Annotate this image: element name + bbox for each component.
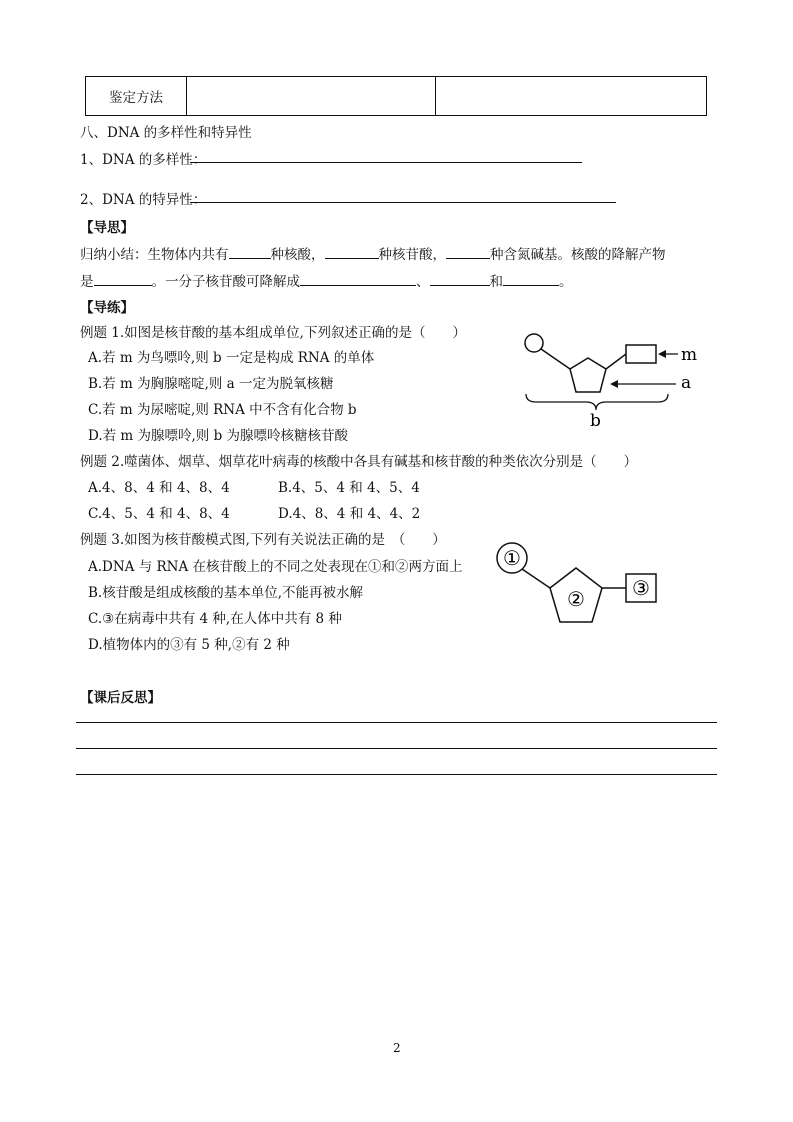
blank-nucleic-acid-count <box>229 245 271 259</box>
blank-product-3 <box>503 272 559 286</box>
summary-line-2 <box>80 270 573 290</box>
summary-text: 种含氮碱基。核酸的降解产物 <box>490 247 666 263</box>
table-row <box>86 77 707 116</box>
arrowhead-a <box>610 380 618 388</box>
specificity-answer-line <box>190 202 616 203</box>
q1-stem: 例题 1.如图是核苷酸的基本组成单位,下列叙述正确的是（ ） <box>80 325 466 341</box>
reflection-line-2 <box>76 748 717 749</box>
bond-1-2 <box>522 569 550 588</box>
label-m: m <box>681 345 698 365</box>
summary-text: 种核酸， <box>270 247 325 263</box>
q2-option-b: B.4、5、4 和 4、5、4 <box>278 480 420 496</box>
phosphate-bond <box>541 349 570 369</box>
base-bond <box>606 354 626 369</box>
q2-stem: 例题 2.噬菌体、烟草、烟草花叶病毒的核酸中各具有碱基和核苷酸的种类依次分别是（ ） <box>80 454 638 470</box>
section-8-heading: 八、DNA 的多样性和特异性 <box>80 125 252 141</box>
blank-product-1 <box>300 272 416 286</box>
blank-product-2 <box>430 272 490 286</box>
summary-text: 。一分子核苷酸可降解成 <box>151 274 300 290</box>
nucleotide-figure-2 <box>490 536 670 630</box>
table-cell-empty-2 <box>436 77 707 116</box>
sugar-pentagon <box>570 358 606 392</box>
q1-option-a: A.若 m 为鸟嘌呤,则 b 一定是构成 RNA 的单体 <box>88 350 375 366</box>
blank-base-count <box>446 245 490 259</box>
table-cell-method <box>86 77 187 116</box>
identification-table <box>85 76 707 116</box>
summary-text: 是 <box>80 274 94 290</box>
q3-option-d: D.植物体内的③有 5 种,②有 2 种 <box>88 637 290 653</box>
summary-text: 归纳小结：生物体内共有 <box>80 247 229 263</box>
label-b: b <box>590 411 601 431</box>
summary-text: 。 <box>559 274 573 290</box>
q2-option-a: A.4、8、4 和 4、8、4 <box>88 480 230 496</box>
q3-option-a: A.DNA 与 RNA 在核苷酸上的不同之处表现在①和②两方面上 <box>88 559 463 575</box>
q2-option-d: D.4、8、4 和 4、4、2 <box>278 506 421 522</box>
summary-text: 种核苷酸， <box>378 247 446 263</box>
reflection-heading: 【课后反思】 <box>80 690 161 706</box>
method-label: 鉴定方法 <box>109 90 163 106</box>
summary-line-1 <box>80 243 666 263</box>
q3-stem: 例题 3.如图为核苷酸模式图,下列有关说法正确的是 （ ） <box>80 532 446 548</box>
diversity-label: 1、DNA 的多样性： <box>80 152 207 168</box>
summary-text: 、 <box>416 274 430 290</box>
q1-option-b: B.若 m 为胸腺嘧啶,则 a 一定为脱氧核糖 <box>88 376 334 392</box>
summary-text: 和 <box>489 274 503 290</box>
label-component-3: ③ <box>632 576 650 600</box>
daolian-heading: 【导练】 <box>80 300 134 316</box>
arrowhead-m <box>658 350 666 358</box>
reflection-line-1 <box>76 722 717 723</box>
label-component-2: ② <box>567 587 585 611</box>
label-a: a <box>681 373 692 393</box>
blank-degradation-product <box>94 272 152 286</box>
specificity-label: 2、DNA 的特异性： <box>80 192 207 208</box>
reflection-line-3 <box>76 774 717 775</box>
brace-b <box>526 394 668 410</box>
phosphate-circle <box>525 334 543 352</box>
daosi-heading: 【导思】 <box>80 220 134 236</box>
nucleotide-figure-1 <box>510 326 710 434</box>
base-rectangle <box>626 345 656 363</box>
q2-option-c: C.4、5、4 和 4、8、4 <box>88 506 230 522</box>
q3-option-c: C.③在病毒中共有 4 种,在人体中共有 8 种 <box>88 611 342 627</box>
page-number: 2 <box>393 1041 401 1055</box>
table-cell-empty-1 <box>187 77 436 116</box>
q1-option-c: C.若 m 为尿嘧啶,则 RNA 中不含有化合物 b <box>88 402 357 418</box>
q3-option-b: B.核苷酸是组成核酸的基本单位,不能再被水解 <box>88 585 364 601</box>
diversity-answer-line <box>190 162 582 163</box>
q1-option-d: D.若 m 为腺嘌呤,则 b 为腺嘌呤核糖核苷酸 <box>88 428 349 444</box>
label-component-1: ① <box>503 546 521 570</box>
blank-nucleotide-count <box>325 245 379 259</box>
